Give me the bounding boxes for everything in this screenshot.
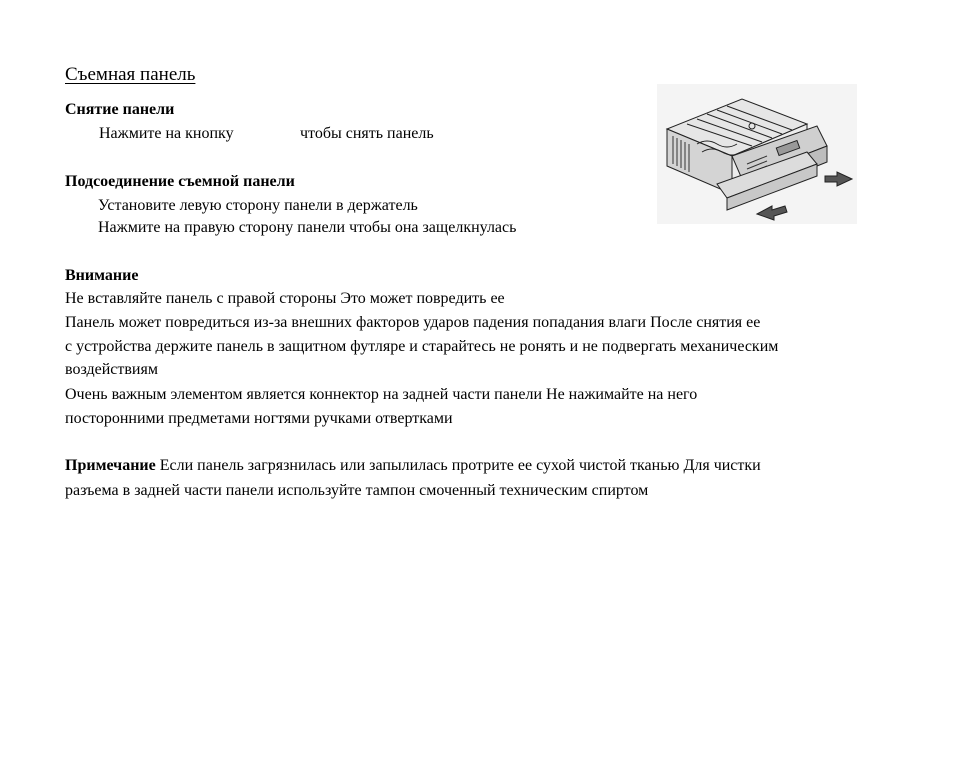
attach-step-1: Установите левую сторону панели в держатель [98, 197, 418, 214]
section-title: Съемная панель [65, 64, 196, 85]
warning-heading: Внимание [65, 267, 139, 284]
note-text-1: Если панель загрязнилась или запылилась протрите ее сухой чистой тканью Для чистки [155, 457, 761, 474]
car-stereo-detachable-panel-illustration-icon [657, 84, 857, 224]
removal-instruction-part1: Нажмите на кнопку [99, 125, 234, 142]
warning-line: Очень важным элементом является коннектор на задней части панели Не нажимайте на него [65, 386, 698, 403]
warning-line: воздействиям [65, 361, 158, 378]
note-line-1 [65, 454, 761, 478]
removal-heading: Снятие панели [65, 101, 175, 118]
warning-line: с устройства держите панель в защитном футляре и старайтесь не ронять и не подвергать механическим [65, 338, 779, 355]
note-label: Примечание [65, 457, 156, 474]
warning-line: посторонними предметами ногтями ручками отвертками [65, 410, 453, 427]
removal-instruction-part2: чтобы снять панель [300, 125, 434, 142]
warning-line: Панель может повредиться из-за внешних факторов ударов падения попадания влаги После снятия ее [65, 314, 761, 331]
warning-line: Не вставляйте панель с правой стороны Это может повредить ее [65, 290, 505, 307]
attach-step-2: Нажмите на правую сторону панели чтобы она защелкнулась [98, 219, 517, 236]
attach-heading: Подсоединение съемной панели [65, 173, 295, 190]
note-line-2: разъема в задней части панели используйте тампон смоченный техническим спиртом [65, 482, 649, 499]
